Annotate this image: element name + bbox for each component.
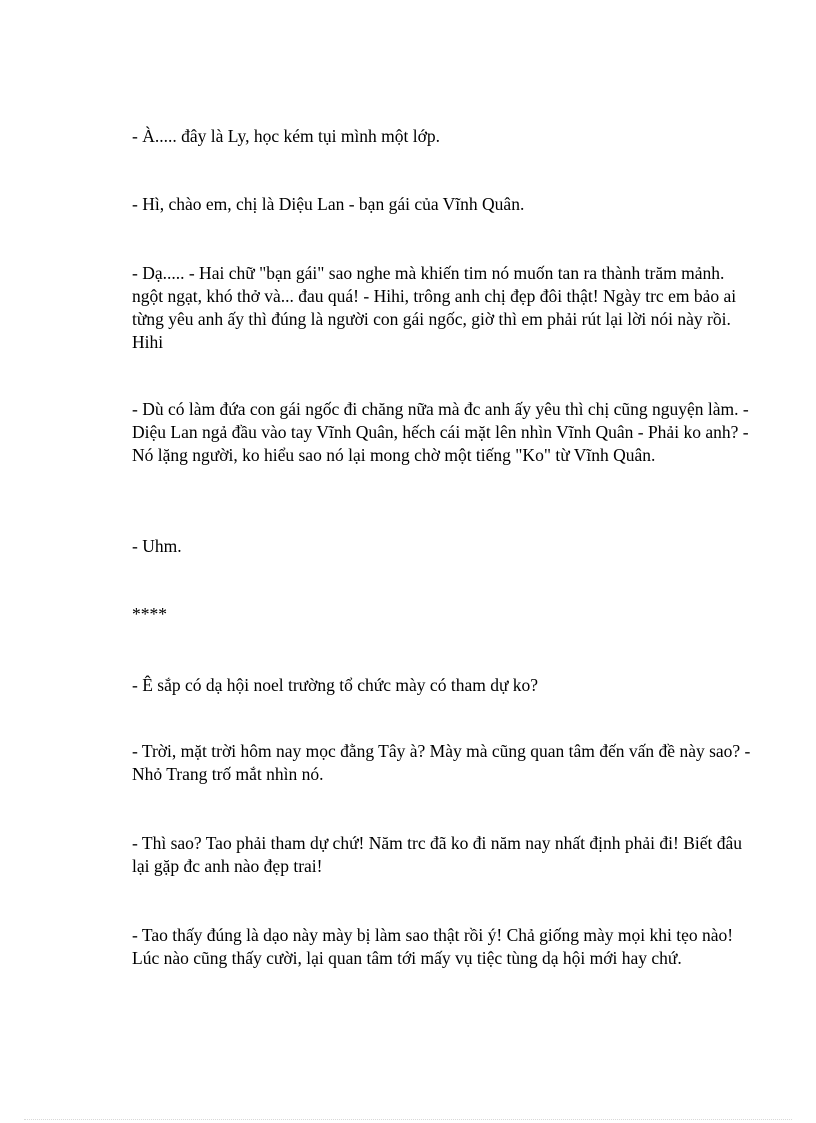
- paragraph-7: - Trời, mặt trời hôm nay mọc đằng Tây à? Mày mà cũng quan tâm đến vấn đề này sao? - Nhỏ Trang trố mắt nhìn nó.: [132, 741, 751, 784]
- separator-stars: ****: [132, 604, 167, 624]
- paragraph-8: - Thì sao? Tao phải tham dự chứ! Năm trc đã ko đi năm nay nhất định phải đi! Biết đâu lại gặp đc anh nào đẹp trai!: [132, 833, 743, 876]
- paragraph-5: - Uhm.: [132, 536, 182, 556]
- paragraph-4: - Dù có làm đứa con gái ngốc đi chăng nữa mà đc anh ấy yêu thì chị cũng nguyện làm. - Diệu Lan ngả đầu vào tay Vĩnh Quân, hếch cái mặt lên nhìn Vĩnh Quân - Phải ko anh? - Nó lặng người, ko hiểu sao nó lại mong chờ một tiếng "Ko" từ Vĩnh Quân.: [132, 399, 749, 465]
- paragraph-3: - Dạ..... - Hai chữ "bạn gái" sao nghe mà khiến tim nó muốn tan ra thành trăm mảnh. ngột ngạt, khó thở và... đau quá! - Hihi, trông anh chị đẹp đôi thật! Ngày trc em bảo ai từng yêu anh ấy thì đúng là người con gái ngốc, giờ thì em phải rút lại lời nói này rồi. Hihi: [132, 263, 737, 352]
- page-bottom-divider: [24, 1119, 792, 1120]
- paragraph-6: - Ê sắp có dạ hội noel trường tổ chức mày có tham dự ko?: [132, 675, 539, 695]
- paragraph-1: - À..... đây là Ly, học kém tụi mình một lớp.: [132, 126, 441, 146]
- paragraph-2: - Hì, chào em, chị là Diệu Lan - bạn gái của Vĩnh Quân.: [132, 194, 525, 214]
- paragraph-9: - Tao thấy đúng là dạo này mày bị làm sao thật rồi ý! Chả giống mày mọi khi tẹo nào! Lúc nào cũng thấy cười, lại quan tâm tới mấy vụ tiệc tùng dạ hội mới hay chứ.: [132, 925, 734, 968]
